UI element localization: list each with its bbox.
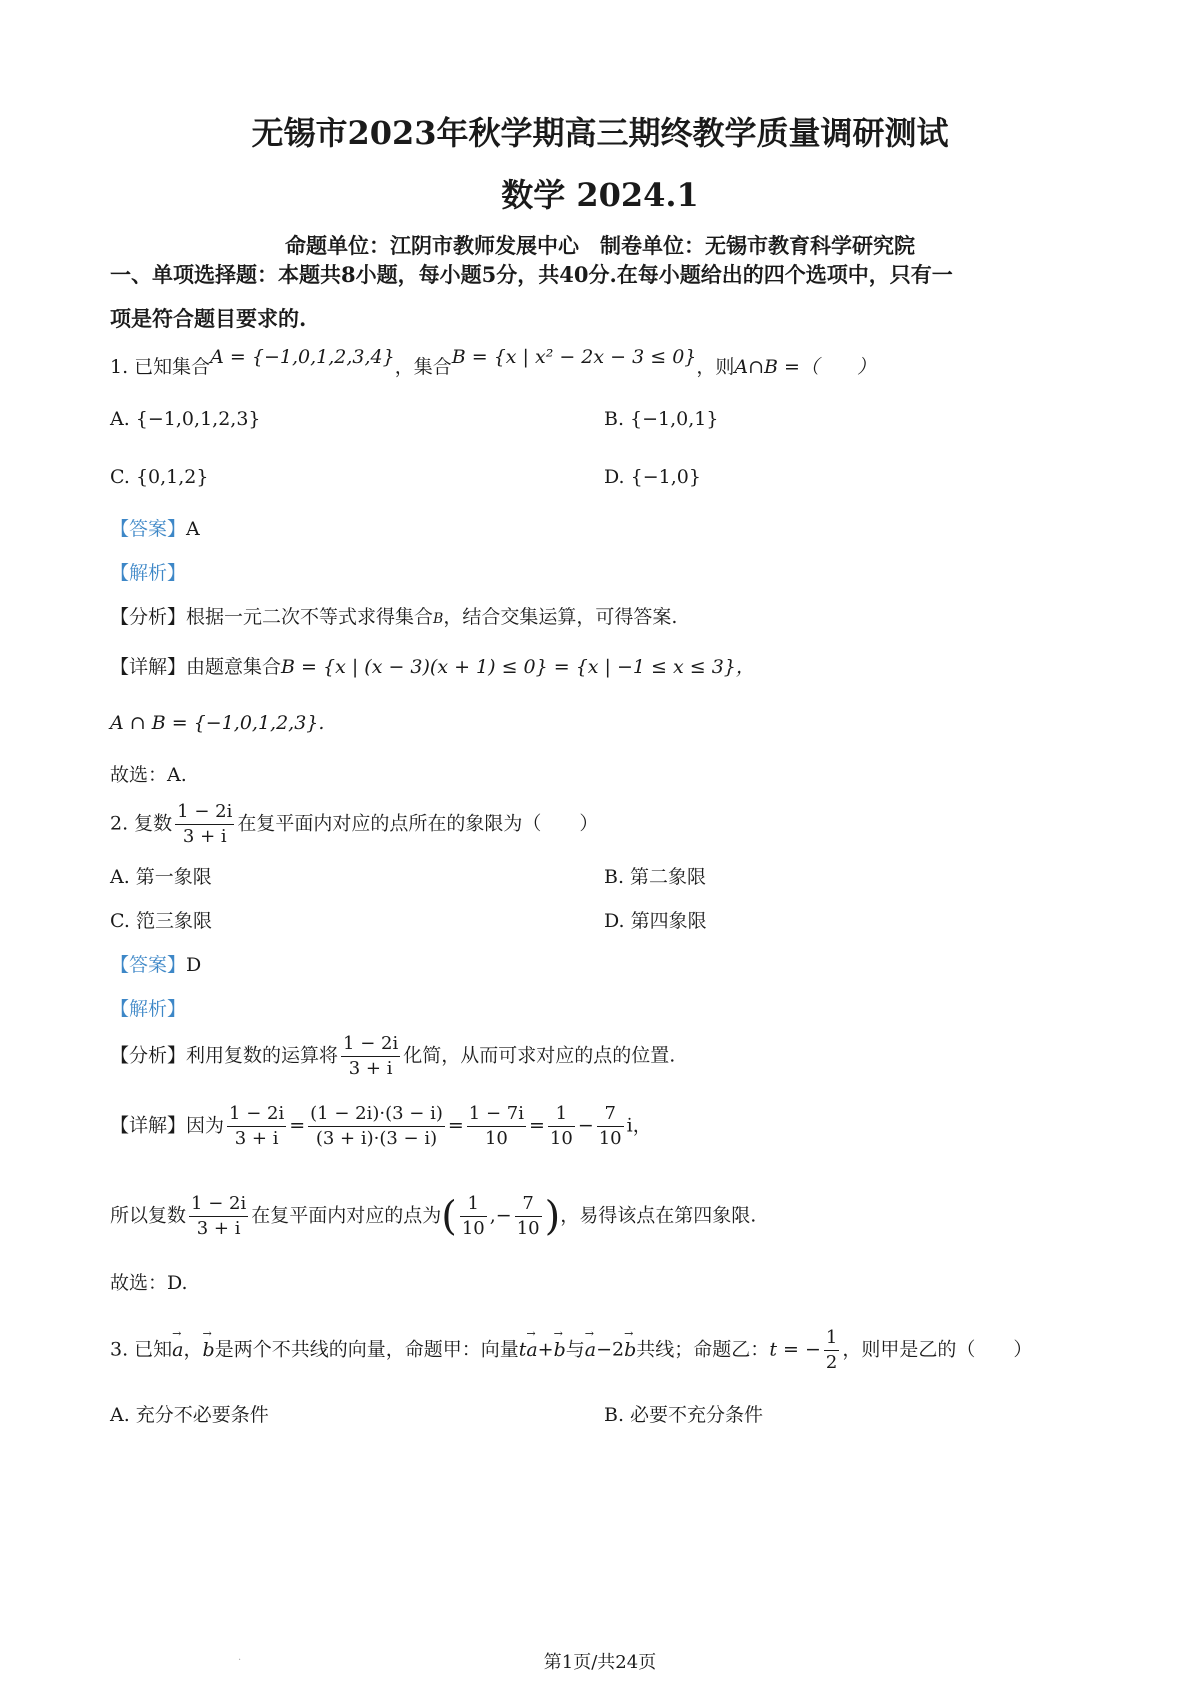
q3-stem: 3. 已知→ a，→ b是两个不共线的向量，命题甲：向量t→ a+→ b与→ a−2→ b共线；命题乙：t = − $\frac{1}{2}$ ，则甲是乙的（ ） bbox=[110, 1326, 1032, 1375]
q2-fraction: $\frac{1 - 2i}{3 + i}$ bbox=[177, 801, 233, 847]
q1-intersection: A ∩ B = {−1,0,1,2,3}. bbox=[110, 712, 325, 734]
q2-answer: 【答案】D bbox=[110, 954, 202, 976]
q2-jiexi-label: 【解析】 bbox=[110, 998, 187, 1020]
q1-option-a: A. {−1,0,1,2,3} bbox=[110, 408, 261, 430]
footer-dot: . bbox=[238, 1652, 242, 1663]
q2-xiangjie: 【详解】因为 $\frac{1 - 2i}{3 + i}$ = $\frac{(1 - 2i)\cdot(3 - i)}{(3 + i)\cdot(3 - i)}$ = $\frac{1 - 7i}{10}$ = $\frac{1}{10}$ − $\frac{7}{10}$ i， bbox=[110, 1103, 652, 1149]
section-intro-line1: 一、单项选择题：本题共8小题，每小题5分，共40分.在每小题给出的四个选项中，只有一 bbox=[110, 262, 953, 287]
q3-option-a: A. 充分不必要条件 bbox=[110, 1404, 269, 1426]
q2-fenxi: 【分析】利用复数的运算将 $\frac{1 - 2i}{3 + i}$ 化简，从而可求对应的点的位置. bbox=[110, 1033, 676, 1079]
q1-answer: 【答案】A bbox=[110, 518, 200, 540]
q1-option-b: B. {−1,0,1} bbox=[604, 408, 719, 430]
q1-choose: 故选：A. bbox=[110, 764, 187, 786]
q1-xiangjie: 【详解】由题意集合B = {x | (x − 3)(x + 1) ≤ 0} = {x | −1 ≤ x ≤ 3}， bbox=[110, 656, 755, 678]
q1-option-c: C. {0,1,2} bbox=[110, 466, 209, 488]
q2-option-c: C. 笵三象限 bbox=[110, 910, 212, 932]
q2-option-d: D. 第四象限 bbox=[604, 910, 707, 932]
q1-jiexi-label: 【解析】 bbox=[110, 562, 187, 584]
q2-stem: 2. 复数 $\frac{1 - 2i}{3 + i}$ 在复平面内对应的点所在的象限为（ ） bbox=[110, 801, 599, 847]
q1-option-d: D. {−1,0} bbox=[604, 466, 701, 488]
exam-subtitle: 数学 2024.1 bbox=[501, 176, 699, 214]
q3-option-b: B. 必要不充分条件 bbox=[604, 1404, 764, 1426]
page-number: 第1页/共24页 bbox=[543, 1652, 657, 1673]
q2-option-a: A. 第一象限 bbox=[110, 866, 212, 888]
q2-option-b: B. 第二象限 bbox=[604, 866, 707, 888]
section-intro-line2: 项是符合题目要求的. bbox=[110, 306, 307, 331]
q2-point: 所以复数 $\frac{1 - 2i}{3 + i}$ 在复平面内对应的点为( $\frac{1}{10}$ ,− $\frac{7}{10}$ )，易得该点在第四象限. bbox=[110, 1193, 757, 1240]
q1-stem: 1. 已知集合A = {−1,0,1,2,3,4}，集合B = {x | x² − 2x − 3 ≤ 0}，则A∩B =（ ） bbox=[110, 346, 876, 378]
exam-title: 无锡市2023年秋学期高三期终教学质量调研测试 bbox=[251, 114, 949, 152]
exam-units: 命题单位：江阴市教师发展中心 制卷单位：无锡市教育科学研究院 bbox=[285, 233, 915, 258]
q2-choose: 故选：D. bbox=[110, 1272, 188, 1294]
q1-fenxi: 【分析】根据一元二次不等式求得集合B，结合交集运算，可得答案. bbox=[110, 606, 678, 628]
